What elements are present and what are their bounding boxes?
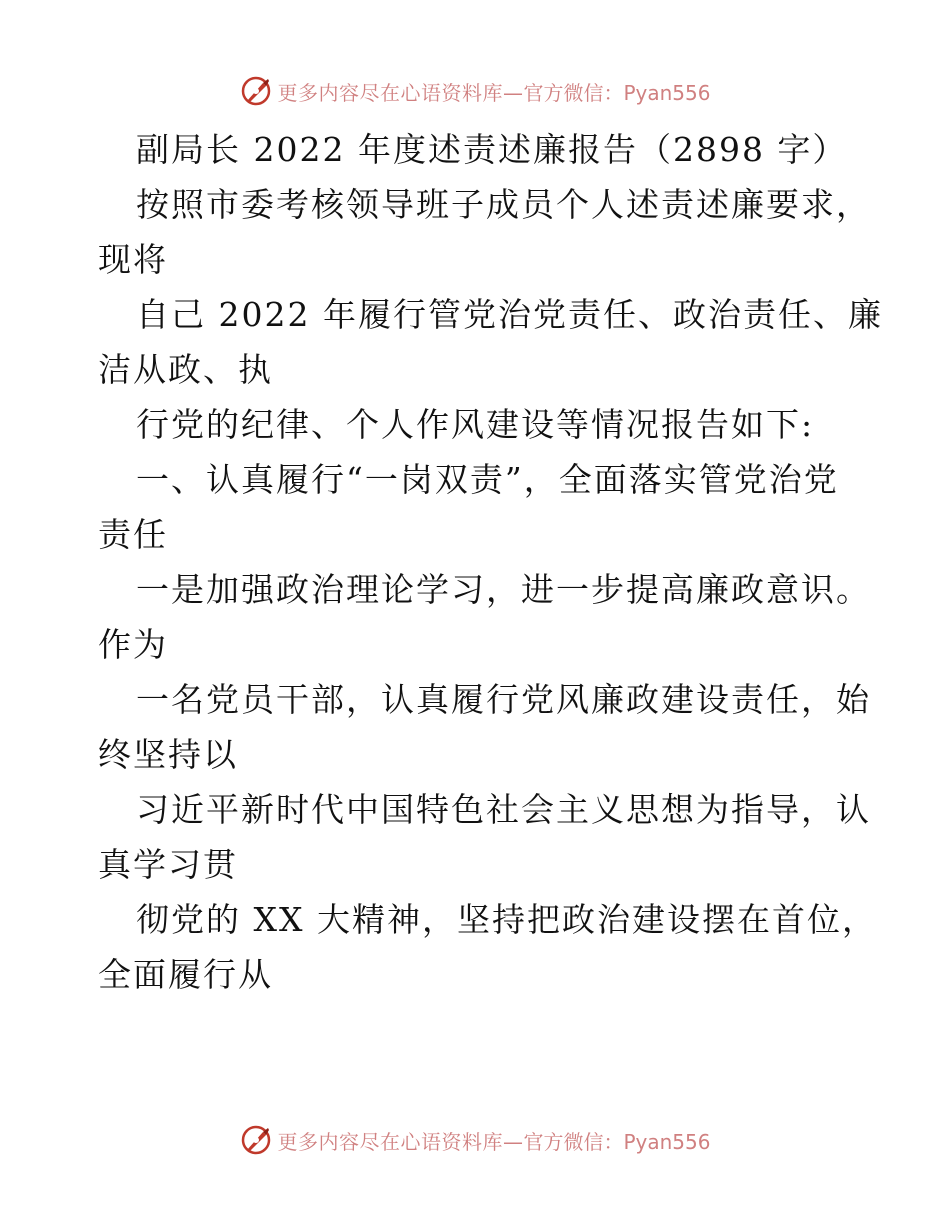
- paragraph-line: 终坚持以: [98, 735, 238, 774]
- footer-watermark: [0, 1120, 950, 1160]
- paragraph-line: 作为: [98, 625, 168, 664]
- paragraph-line: 习近平新时代中国特色社会主义思想为指导，认: [136, 790, 871, 829]
- document-title: 副局长 2022 年度述责述廉报告（2898 字）: [136, 130, 848, 169]
- paragraph-line: 真学习贯: [98, 845, 238, 884]
- section-heading-line: 一、认真履行“一岗双责”，全面落实管党治党: [136, 460, 839, 499]
- header-wechat-text: 官方微信：Pyan556: [523, 80, 711, 105]
- quill-pen-logo-icon: [239, 1123, 273, 1157]
- footer-wechat-text: 官方微信：Pyan556: [523, 1129, 711, 1154]
- paragraph-line: 按照市委考核领导班子成员个人述责述廉要求，: [136, 185, 871, 224]
- header-watermark: [0, 71, 950, 111]
- paragraph-line: 自己 2022 年履行管党治党责任、政治责任、廉: [136, 295, 883, 334]
- paragraph-line: 行党的纪律、个人作风建设等情况报告如下:: [136, 405, 815, 444]
- quill-pen-logo-icon: [239, 74, 273, 108]
- footer-site-text: 更多内容尽在心语资料库—: [277, 1129, 524, 1154]
- paragraph-line: 一名党员干部，认真履行党风廉政建设责任，始: [136, 680, 871, 719]
- section-heading-line: 责任: [98, 515, 168, 554]
- document-body: [98, 122, 883, 1002]
- paragraph-line: 彻党的 XX 大精神，坚持把政治建设摆在首位，: [136, 900, 877, 939]
- paragraph-line: 一是加强政治理论学习，进一步提高廉政意识。: [136, 570, 871, 609]
- paragraph-line: 现将: [98, 240, 168, 279]
- paragraph-line: 全面履行从: [98, 955, 273, 994]
- header-site-text: 更多内容尽在心语资料库—: [277, 80, 524, 105]
- paragraph-line: 洁从政、执: [98, 350, 273, 389]
